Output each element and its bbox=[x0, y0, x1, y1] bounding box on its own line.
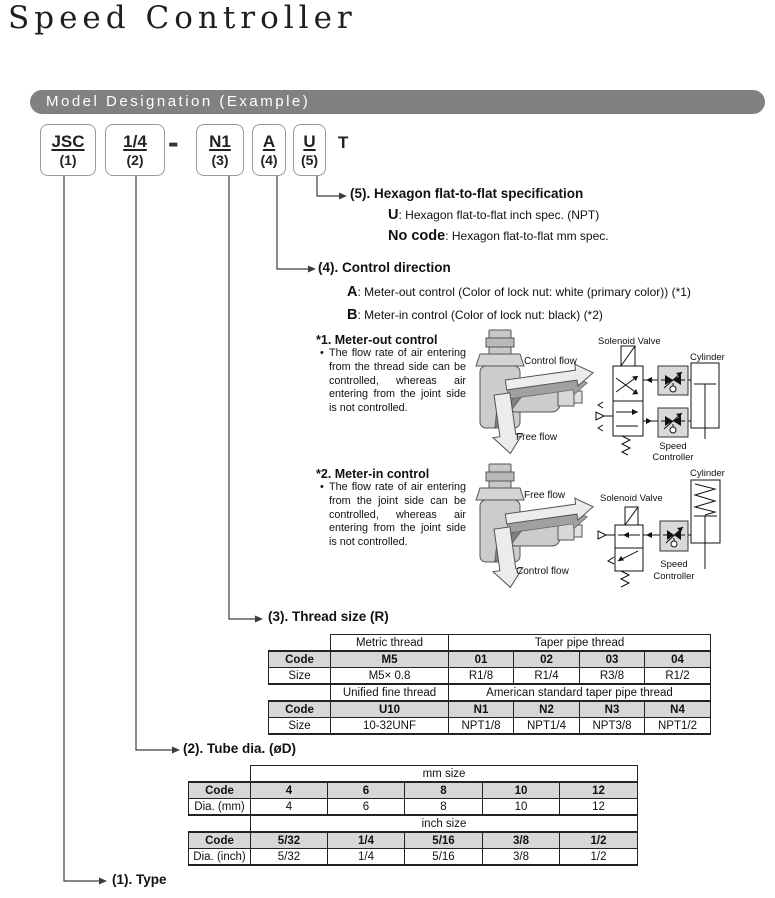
thread-size-table bbox=[268, 634, 711, 735]
flow-right-label: Control flow bbox=[524, 356, 577, 367]
column-group-header: inch size bbox=[251, 815, 638, 832]
table-cell: R3/8 bbox=[580, 668, 645, 685]
note-text: The flow rate of air entering from the joint side can be controlled, whereas air entering from the joint side is not controlled. bbox=[329, 481, 466, 549]
table-row bbox=[269, 684, 711, 701]
spec-desc: : Hexagon flat-to-flat mm spec. bbox=[445, 229, 609, 243]
fitting-knob bbox=[486, 338, 514, 347]
table-cell: 04 bbox=[645, 651, 711, 668]
table-cell: 5/16 bbox=[405, 832, 483, 849]
table-cell: N1 bbox=[449, 701, 514, 718]
spec-desc: : Meter-in control (Color of lock nut: black) (*2) bbox=[357, 308, 603, 322]
circuit-diagram-meter-in bbox=[590, 463, 775, 600]
section-3-title: (3). Thread size (R) bbox=[268, 609, 389, 624]
model-code: JSC bbox=[51, 132, 85, 152]
model-code: N1 bbox=[209, 132, 231, 152]
table-row bbox=[269, 635, 711, 652]
table-row bbox=[189, 782, 638, 799]
fitting-hex-nut bbox=[476, 354, 524, 366]
meter-in-note-body bbox=[320, 481, 466, 550]
table-cell: N2 bbox=[514, 701, 580, 718]
supply-port-icon bbox=[598, 531, 606, 539]
meter-in-note-title: *2. Meter-in control bbox=[316, 467, 430, 481]
speed-controller-symbol bbox=[658, 366, 688, 395]
table-cell: 3/8 bbox=[483, 832, 560, 849]
table-cell: M5 bbox=[331, 651, 449, 668]
table-cell: NPT3/8 bbox=[580, 718, 645, 735]
table-corner-cell bbox=[269, 684, 331, 701]
table-cell: U10 bbox=[331, 701, 449, 718]
bullet-icon: • bbox=[320, 347, 324, 359]
table-row bbox=[269, 701, 711, 718]
table-row bbox=[189, 799, 638, 816]
column-group-header: Unified fine thread bbox=[331, 684, 449, 701]
model-code-suffix: T bbox=[338, 133, 349, 152]
connector-2 bbox=[136, 176, 172, 750]
table-cell: 1/4 bbox=[328, 832, 405, 849]
table-cell: R1/4 bbox=[514, 668, 580, 685]
table-cell: NPT1/4 bbox=[514, 718, 580, 735]
solenoid-valve-label: Solenoid Valve bbox=[598, 336, 661, 347]
table-cell: 1/4 bbox=[328, 849, 405, 866]
table-row bbox=[189, 832, 638, 849]
spec-code: B bbox=[347, 307, 358, 323]
arrow-icon bbox=[99, 878, 107, 885]
cylinder-label: Cylinder bbox=[690, 468, 725, 479]
fitting-knob-ridge bbox=[489, 481, 511, 488]
section-header-bar bbox=[30, 90, 765, 114]
speed-controller-label-line2: Controller bbox=[652, 452, 694, 462]
model-code-index: (2) bbox=[126, 151, 144, 168]
column-group-header: mm size bbox=[251, 766, 638, 783]
connector-4 bbox=[277, 176, 308, 269]
table-corner-cell bbox=[269, 635, 331, 652]
model-code-box-control-direction bbox=[252, 124, 286, 176]
arrow-icon bbox=[308, 266, 316, 273]
table-cell: 1/2 bbox=[560, 832, 638, 849]
tube-dia-table bbox=[188, 765, 638, 866]
table-row bbox=[269, 668, 711, 685]
row-header: Code bbox=[269, 701, 331, 718]
arrow-icon bbox=[172, 747, 180, 754]
connector-1 bbox=[64, 176, 99, 881]
table-cell: M5× 0.8 bbox=[331, 668, 449, 685]
meter-out-note-body bbox=[320, 347, 466, 416]
table-cell: 5/16 bbox=[405, 849, 483, 866]
cylinder-label: Cylinder bbox=[690, 352, 725, 363]
row-header: Dia. (mm) bbox=[189, 799, 251, 816]
section-header-label: Model Designation (Example) bbox=[46, 93, 311, 110]
row-header: Size bbox=[269, 668, 331, 685]
spec-item-b bbox=[347, 307, 603, 323]
connector-5 bbox=[317, 176, 339, 196]
section-2-title: (2). Tube dia. (øD) bbox=[183, 741, 296, 756]
page-title: Speed Controller bbox=[8, 0, 357, 36]
table-cell: NPT1/8 bbox=[449, 718, 514, 735]
row-header: Size bbox=[269, 718, 331, 735]
speed-controller-label-line1: Speed bbox=[660, 559, 688, 570]
table-cell: 01 bbox=[449, 651, 514, 668]
supply-port-icon bbox=[596, 412, 604, 420]
spec-code: A bbox=[347, 284, 358, 300]
speed-controller-symbol bbox=[658, 408, 688, 437]
table-cell: 12 bbox=[560, 782, 638, 799]
table-row bbox=[269, 718, 711, 735]
table-cell: 10 bbox=[483, 799, 560, 816]
model-code: A bbox=[262, 132, 276, 152]
section-4-title: (4). Control direction bbox=[318, 260, 451, 275]
speed-controller-label-line2: Controller bbox=[653, 571, 695, 582]
model-code: 1/4 bbox=[123, 132, 147, 152]
table-row bbox=[189, 849, 638, 866]
model-code: U bbox=[303, 132, 316, 152]
fitting-knob-cap bbox=[489, 330, 511, 338]
table-cell: 5/32 bbox=[251, 832, 328, 849]
table-cell: 8 bbox=[405, 799, 483, 816]
table-row bbox=[189, 766, 638, 783]
spec-code: U bbox=[388, 207, 399, 223]
circuit-diagram-meter-out bbox=[590, 332, 775, 462]
section-5-title: (5). Hexagon flat-to-flat specification bbox=[350, 186, 584, 201]
table-cell: 10 bbox=[483, 782, 560, 799]
row-header: Code bbox=[189, 782, 251, 799]
spec-item-a bbox=[347, 284, 691, 300]
column-group-header: Taper pipe thread bbox=[449, 635, 711, 652]
speed-controller-label-line1: Speed bbox=[659, 441, 687, 452]
fitting-diagram-meter-out bbox=[452, 328, 612, 464]
table-cell: R1/8 bbox=[449, 668, 514, 685]
column-group-header: American standard taper pipe thread bbox=[449, 684, 711, 701]
table-cell: 1/2 bbox=[560, 849, 638, 866]
model-code-index: (4) bbox=[260, 151, 278, 168]
table-corner-cell bbox=[189, 766, 251, 783]
row-header: Code bbox=[189, 832, 251, 849]
model-code-box-hex-spec bbox=[293, 124, 326, 176]
note-text: The flow rate of air entering from the thread side can be controlled, whereas air entering from the joint side is not controlled. bbox=[329, 347, 466, 415]
spec-item-no-code bbox=[388, 228, 609, 244]
table-cell: 03 bbox=[580, 651, 645, 668]
row-header: Code bbox=[269, 651, 331, 668]
spec-desc: : Meter-out control (Color of lock nut: white (primary color)) (*1) bbox=[357, 285, 691, 299]
table-cell: 10-32UNF bbox=[331, 718, 449, 735]
arrow-icon bbox=[255, 616, 263, 623]
table-row bbox=[189, 815, 638, 832]
table-cell: 12 bbox=[560, 799, 638, 816]
model-code-index: (5) bbox=[300, 151, 319, 168]
model-code-separator: - bbox=[168, 124, 179, 160]
spec-desc: : Hexagon flat-to-flat inch spec. (NPT) bbox=[398, 208, 600, 222]
table-cell: N3 bbox=[580, 701, 645, 718]
model-code-box-type bbox=[40, 124, 96, 176]
table-cell: 4 bbox=[251, 782, 328, 799]
fitting-diagram-meter-in bbox=[452, 462, 612, 598]
row-header: Dia. (inch) bbox=[189, 849, 251, 866]
spec-code: No code bbox=[388, 228, 446, 244]
table-cell: 5/32 bbox=[251, 849, 328, 866]
table-cell: N4 bbox=[645, 701, 711, 718]
fitting-knob bbox=[486, 472, 514, 481]
connector-3 bbox=[229, 176, 255, 619]
fitting-knob-ridge bbox=[489, 347, 511, 354]
table-cell: R1/2 bbox=[645, 668, 711, 685]
flow-down-label: Free flow bbox=[516, 432, 558, 443]
solenoid-valve-label: Solenoid Valve bbox=[600, 493, 663, 504]
table-cell: 4 bbox=[251, 799, 328, 816]
flow-right-label: Free flow bbox=[524, 490, 566, 501]
model-code-box-tube-dia bbox=[105, 124, 165, 176]
table-cell: 3/8 bbox=[483, 849, 560, 866]
table-cell: NPT1/2 bbox=[645, 718, 711, 735]
spring-symbol bbox=[621, 571, 629, 587]
table-row bbox=[269, 651, 711, 668]
table-cell: 8 bbox=[405, 782, 483, 799]
model-code-box-thread bbox=[196, 124, 244, 176]
model-code-index: (1) bbox=[59, 151, 77, 168]
table-cell: 6 bbox=[328, 799, 405, 816]
model-code-index: (3) bbox=[211, 151, 229, 168]
spec-item-u bbox=[388, 207, 599, 223]
meter-out-note-title: *1. Meter-out control bbox=[316, 333, 438, 347]
column-group-header: Metric thread bbox=[331, 635, 449, 652]
table-cell: 6 bbox=[328, 782, 405, 799]
spring-symbol bbox=[622, 436, 630, 455]
speed-controller-symbol bbox=[660, 521, 688, 551]
fitting-hex-nut bbox=[476, 488, 524, 500]
arrow-icon bbox=[339, 193, 347, 200]
section-1-title: (1). Type bbox=[112, 872, 167, 887]
flow-down-label: Control flow bbox=[516, 566, 569, 577]
bullet-icon: • bbox=[320, 481, 324, 493]
fitting-knob-cap bbox=[489, 464, 511, 472]
table-cell: 02 bbox=[514, 651, 580, 668]
table-corner-cell bbox=[189, 815, 251, 832]
